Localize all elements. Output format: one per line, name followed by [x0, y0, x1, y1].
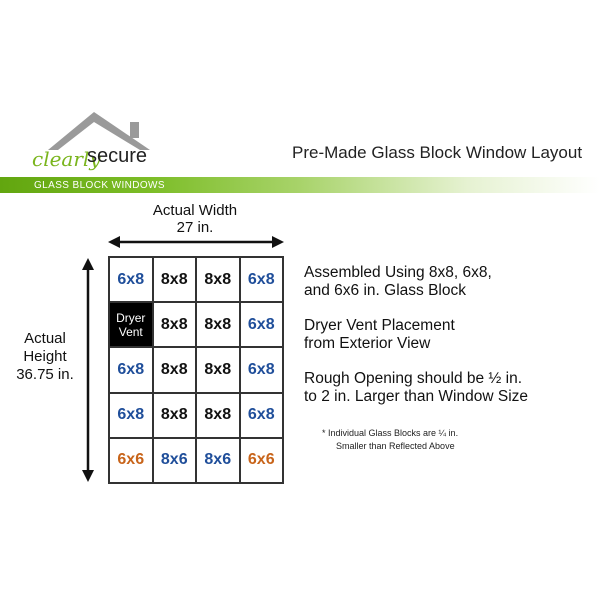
- footnote: [322, 427, 458, 453]
- note-rough-line1: Rough Opening should be ½ in.: [304, 370, 523, 387]
- glass-block-cell: 6x8: [109, 257, 153, 302]
- glass-block-cell: 8x6: [196, 438, 240, 483]
- width-value: 27 in.: [176, 219, 214, 236]
- glass-block-grid: [108, 256, 284, 484]
- glass-block-cell: 8x8: [153, 347, 197, 392]
- glass-block-cell: 6x8: [240, 393, 284, 438]
- logo-word-secure: secure: [87, 145, 148, 167]
- note-vent-line1: Dryer Vent Placement: [304, 317, 455, 334]
- width-label-text: Actual Width: [152, 202, 238, 219]
- footnote-line2: Smaller than Reflected Above: [336, 441, 455, 451]
- banner-text: GLASS BLOCK WINDOWS: [34, 180, 165, 191]
- glass-block-cell: 8x8: [153, 257, 197, 302]
- glass-block-cell: 6x6: [240, 438, 284, 483]
- height-arrow-icon: [82, 258, 94, 482]
- note-vent-placement: [304, 317, 455, 353]
- dryer-vent-block: [109, 302, 153, 347]
- glass-block-cell: 8x8: [196, 347, 240, 392]
- note-assembled-line2: and 6x6 in. Glass Block: [304, 282, 466, 299]
- glass-block-cell: 8x8: [153, 302, 197, 347]
- glass-block-cell: 6x8: [240, 257, 284, 302]
- glass-block-cell: 8x8: [196, 393, 240, 438]
- height-value: 36.75 in.: [16, 366, 74, 383]
- note-vent-line2: from Exterior View: [304, 335, 431, 352]
- width-arrow-icon: [108, 236, 284, 248]
- glass-block-cell: 8x8: [196, 257, 240, 302]
- footnote-line1: * Individual Glass Blocks are ¼ in.: [322, 428, 459, 438]
- note-rough-line2: to 2 in. Larger than Window Size: [304, 388, 529, 405]
- logo-word-clearly: clearly: [32, 147, 101, 171]
- glass-block-cell: 8x6: [153, 438, 197, 483]
- dryer-vent-label-line1: Dryer: [116, 310, 146, 325]
- note-assembled: [304, 264, 492, 300]
- height-label-line2: Height: [23, 348, 67, 365]
- glass-block-cell: 6x8: [109, 393, 153, 438]
- page-title: Pre-Made Glass Block Window Layout: [292, 143, 583, 162]
- glass-block-cell: 8x8: [196, 302, 240, 347]
- glass-block-cell: 8x8: [153, 393, 197, 438]
- height-label-line1: Actual: [24, 330, 66, 347]
- glass-block-cell: 6x6: [109, 438, 153, 483]
- dryer-vent-label-line2: Vent: [118, 324, 143, 339]
- note-assembled-line1: Assembled Using 8x8, 6x8,: [304, 264, 492, 281]
- note-rough-opening: [304, 370, 528, 406]
- glass-block-cell: 6x8: [109, 347, 153, 392]
- glass-block-cell: 6x8: [240, 302, 284, 347]
- glass-block-cell: 6x8: [240, 347, 284, 392]
